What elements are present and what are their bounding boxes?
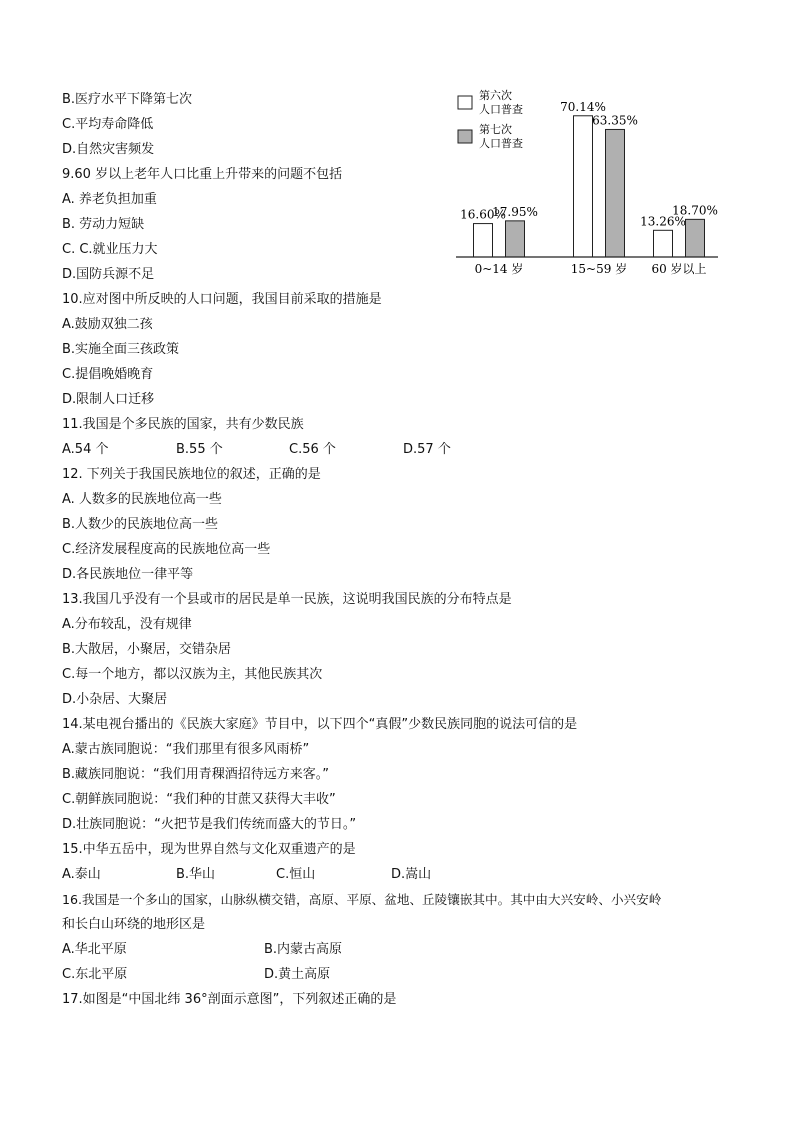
population-census-chart [446,82,736,282]
q10-option-d: D.限制人口迁移 [62,392,155,407]
q13-option-c: C.每一个地方，都以汉族为主，其他民族其次 [62,667,323,682]
q12-option-b: B.人数少的民族地位高一些 [62,517,219,532]
data-label-sixth-0: 16.60% [460,207,506,222]
q14-option-b: B.藏族同胞说：“我们用青稞酒招待远方来客。” [62,767,330,782]
q12-option-d: D.各民族地位一律平等 [62,567,194,582]
bar-sixth-2 [654,230,673,257]
q8-option-b: B.医疗水平下降第七次 [62,92,193,107]
q15-option-c: C.恒山 [276,867,316,882]
q16-option-a: A.华北平原 [62,942,127,957]
data-label-seventh-2: 18.70% [672,203,718,218]
q13-option-d: D.小杂居、大聚居 [62,692,168,707]
q15-option-a: A.泰山 [62,867,101,882]
q10-option-b: B.实施全面三孩政策 [62,342,180,357]
legend-swatch-sixth [458,96,472,109]
legend-label-sixth-line2: 人口普查 [479,103,523,116]
q11-option-c: C.56 个 [289,442,336,457]
bar-seventh-2 [686,219,705,257]
q16-option-d: D.黄土高原 [264,967,331,982]
legend-label-sixth-line1: 第六次 [479,89,512,102]
q13-option-a: A.分布较乱，没有规律 [62,617,192,632]
data-label-seventh-0: 17.95% [492,204,538,219]
q12-option-c: C.经济发展程度高的民族地位高一些 [62,542,271,557]
q15-stem: 15.中华五岳中，现为世界自然与文化双重遗产的是 [62,842,356,857]
data-label-seventh-1: 63.35% [592,113,638,128]
category-label-2: 60 岁以上 [651,262,707,276]
q14-option-a: A.蒙古族同胞说：“我们那里有很多风雨桥” [62,742,310,757]
q11-stem: 11.我国是个多民族的国家，共有少数民族 [62,417,304,432]
q9-option-b: B. 劳动力短缺 [62,217,145,232]
q16-option-b: B.内蒙古高原 [264,942,343,957]
bar-seventh-1 [606,129,625,257]
q16-option-c: C.东北平原 [62,967,128,982]
bar-seventh-0 [506,221,525,257]
data-label-sixth-2: 13.26% [640,214,686,229]
q16-stem-line1: 16.我国是一个多山的国家，山脉纵横交错，高原、平原、盆地、丘陵镶嵌其中。其中由大兴安岭、小兴安岭 [62,892,662,907]
q11-option-b: B.55 个 [176,442,223,457]
category-label-0: 0~14 岁 [474,262,524,276]
q14-stem: 14.某电视台播出的《民族大家庭》节目中，以下四个“真假”少数民族同胞的说法可信的是 [62,717,578,732]
q16-stem-line2: 和长白山环绕的地形区是 [62,917,206,932]
q15-option-d: D.嵩山 [391,867,432,882]
data-label-sixth-1: 70.14% [560,99,606,114]
bar-sixth-1 [574,116,593,257]
q9-option-a: A. 养老负担加重 [62,192,157,207]
q11-option-a: A.54 个 [62,442,109,457]
q12-option-a: A. 人数多的民族地位高一些 [62,492,222,507]
q8-option-d: D.自然灾害频发 [62,142,155,157]
q17-stem: 17.如图是“中国北纬 36°剖面示意图”，下列叙述正确的是 [62,992,397,1007]
q11-option-d: D.57 个 [403,442,451,457]
legend-label-seventh-line2: 人口普查 [479,137,523,150]
legend-swatch-seventh [458,130,472,143]
q10-option-c: C.提倡晚婚晚育 [62,367,154,382]
q12-stem: 12. 下列关于我国民族地位的叙述，正确的是 [62,467,321,482]
q14-option-c: C.朝鲜族同胞说：“我们种的甘蔗又获得大丰收” [62,792,336,807]
q14-option-d: D.壮族同胞说：“火把节是我们传统而盛大的节日。” [62,817,357,832]
q9-option-d: D.国防兵源不足 [62,267,155,282]
q15-option-b: B.华山 [176,867,216,882]
category-label-1: 15~59 岁 [570,262,628,276]
q10-option-a: A.鼓励双独二孩 [62,317,153,332]
legend-label-seventh-line1: 第七次 [479,123,512,136]
q9-stem: 9.60 岁以上老年人口比重上升带来的问题不包括 [62,167,343,182]
q10-stem: 10.应对图中所反映的人口问题，我国目前采取的措施是 [62,292,382,307]
q8-option-c: C.平均寿命降低 [62,117,154,132]
q9-option-c: C. C.就业压力大 [62,242,158,257]
q13-stem: 13.我国几乎没有一个县或市的居民是单一民族，这说明我国民族的分布特点是 [62,592,512,607]
bar-sixth-0 [474,224,493,257]
q13-option-b: B.大散居，小聚居，交错杂居 [62,642,232,657]
